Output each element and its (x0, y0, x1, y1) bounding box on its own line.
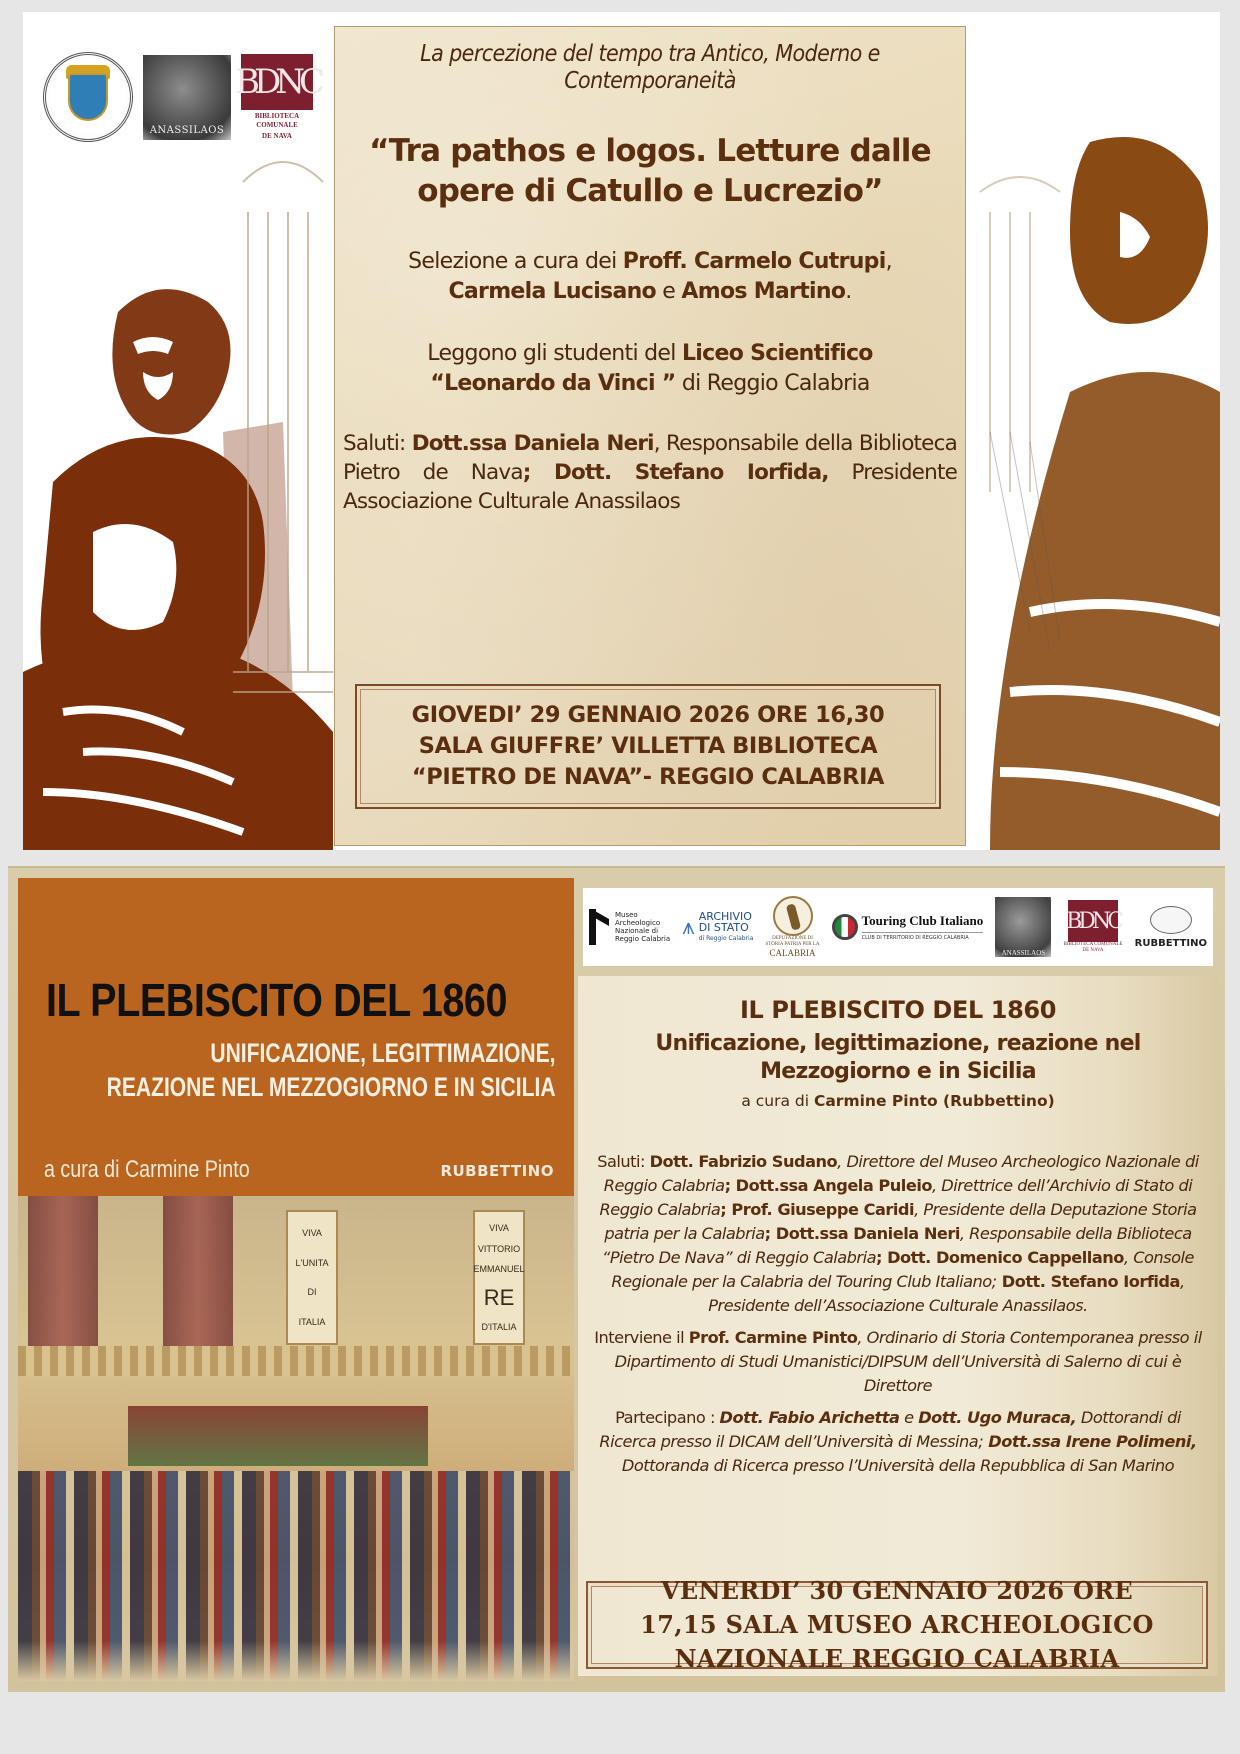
bdnc-monogram: BDNC (241, 54, 313, 110)
banner-viva-re: VIVA VITTORIO EMMANUEL RE D'ITALIA (473, 1210, 525, 1345)
cover-title: IL PLEBISCITO DEL 1860 (46, 974, 508, 1026)
selection-credits: Selezione a cura dei Proff. Carmelo Cutrupi, Carmela Lucisano e Amos Martino. (408, 249, 892, 304)
info-subtitle: Unificazione, legittimazione, reazione nel Mezzogiorno e in Sicilia (655, 1031, 1141, 1084)
date-line-1: VENERDI’ 30 GENNAIO 2026 ORE (660, 1576, 1134, 1605)
book-cover (18, 878, 574, 1681)
plebiscite-hall-illustration (18, 1196, 574, 1681)
cover-publisher: RUBBETTINO (440, 1162, 554, 1180)
cover-editor: a cura di Carmine Pinto (44, 1156, 250, 1183)
anassilaos-logo-small: ANASSILAOS (995, 897, 1051, 957)
event-date-box-bottom (586, 1576, 1208, 1673)
date-line-1: GIOVEDI’ 29 GENNAIO 2026 ORE 16,30 (411, 702, 885, 728)
museo-mark-icon (589, 909, 611, 945)
city-seal-logo (43, 52, 133, 142)
date-line-3: “PIETRO DE NAVA”- REGGIO CALABRIA (411, 764, 885, 790)
rubbettino-logo: RUBBETTINO (1135, 906, 1207, 949)
biblioteca-de-nava-logo-small: BDNC BIBLIOTECA COMUNALE DE NAVA (1063, 900, 1122, 954)
museo-archeologico-logo: Museo Archeologico Nazionale di Reggio Calabria (589, 909, 670, 945)
info-speaker: Interviene il Prof. Carmine Pinto, Ordinario di Storia Contemporanea presso il Dipartimento di Studi Umanistici/DIPSUM dell’Università di Salerno di cui è Direttore (594, 1328, 1202, 1395)
date-line-2: SALA GIUFFRE’ VILLETTA BIBLIOTECA (418, 733, 878, 759)
archivio-di-stato-logo: ⩚ ARCHIVIO DI STATO di Reggio Calabria (682, 909, 754, 942)
partner-logos-top (43, 52, 320, 142)
event-info-panel (578, 976, 1218, 1676)
info-participants: Partecipano : Dott. Fabio Arichetta e Dott. Ugo Muraca, Dottorandi di Ricerca presso il DICAM dell’Università di Messina; Dott.ssa Irene Polimeni, Dottoranda di Ricerca presso l’Università della Repubblica di San Marino (599, 1408, 1197, 1475)
rubbettino-emblem-icon (1150, 906, 1192, 934)
date-line-2: 17,15 SALA MUSEO ARCHEOLOGICO (640, 1610, 1154, 1639)
info-greetings: Saluti: Dott. Fabrizio Sudano, Direttore del Museo Archeologico Nazionale di Reggio Calabria; Dott.ssa Angela Puleio, Direttrice dell’Archivio di Stato di Reggio Calabria; Prof. Giuseppe Caridi, Presidente della Deputazione Storia patria per la Calabria; Dott.ssa Daniela Neri, Responsabile della Biblioteca “Pietro De Nava” di Reggio Calabria; Dott. Domenico Cappellano, Console Regionale per la Calabria del Touring Club Italiano; Dott. Stefano Iorfida, Presidente dell’Associazione Culturale Anassilaos. (597, 1152, 1199, 1315)
info-title: IL PLEBISCITO DEL 1860 (740, 996, 1056, 1024)
date-line-3: NAZIONALE REGGIO CALABRIA (674, 1644, 1120, 1673)
tci-flag-emblem-icon (832, 914, 858, 940)
balcony-balustrade (18, 1346, 574, 1376)
poster-plebiscito-1860 (8, 866, 1225, 1692)
anassilaos-logo-label: ANASSILAOS (149, 124, 225, 136)
poster-catullo-lucrezio (23, 12, 1220, 850)
greetings: Saluti: Dott.ssa Daniela Neri, Responsabile della Biblioteca Pietro de Nava; Dott. Stefano Iorfida, Presidente Associazione Culturale Anassilaos (343, 431, 958, 514)
cover-subtitle: UNIFICAZIONE, LEGITTIMAZIONE, REAZIONE NEL MEZZOGIORNO E IN SICILIA (107, 1038, 556, 1102)
info-editor: a cura di Carmine Pinto (Rubbettino) (741, 1092, 1055, 1110)
bdnc-caption-2: DE NAVA (262, 131, 292, 140)
readers-credits: Leggono gli studenti del Liceo Scientifico “Leonardo da Vinci ” di Reggio Calabria (427, 341, 873, 396)
partner-logos-bottom (583, 888, 1213, 966)
calabria-map-icon (773, 896, 813, 936)
series-title: La percezione del tempo tra Antico, Moderno e Contemporaneità (420, 41, 880, 94)
event-title: “Tra pathos e logos. Letture dalle opere di Catullo e Lucrezio” (369, 133, 931, 209)
deputazione-storia-patria-logo: DEPUTAZIONE DI STORIA PATRIA PER LA CALABRIA (765, 896, 819, 958)
female-bust-engraving-icon (970, 12, 1220, 850)
shield-icon (68, 73, 108, 121)
voting-dais (128, 1406, 428, 1466)
anassilaos-logo (143, 55, 231, 140)
biblioteca-de-nava-logo (235, 54, 320, 141)
touring-club-logo: Touring Club Italiano CLUB DI TERRITORIO DI REGGIO CALABRIA (832, 913, 984, 941)
event-date-box-top (355, 684, 941, 809)
archivio-mark-icon: ⩚ (682, 914, 695, 940)
bdnc-caption-1: BIBLIOTECA COMUNALE (254, 111, 300, 129)
banner-viva-unita: VIVA L'UNITA DI ITALIA (286, 1210, 338, 1345)
floor (18, 1641, 574, 1681)
parchment-panel (334, 26, 966, 846)
